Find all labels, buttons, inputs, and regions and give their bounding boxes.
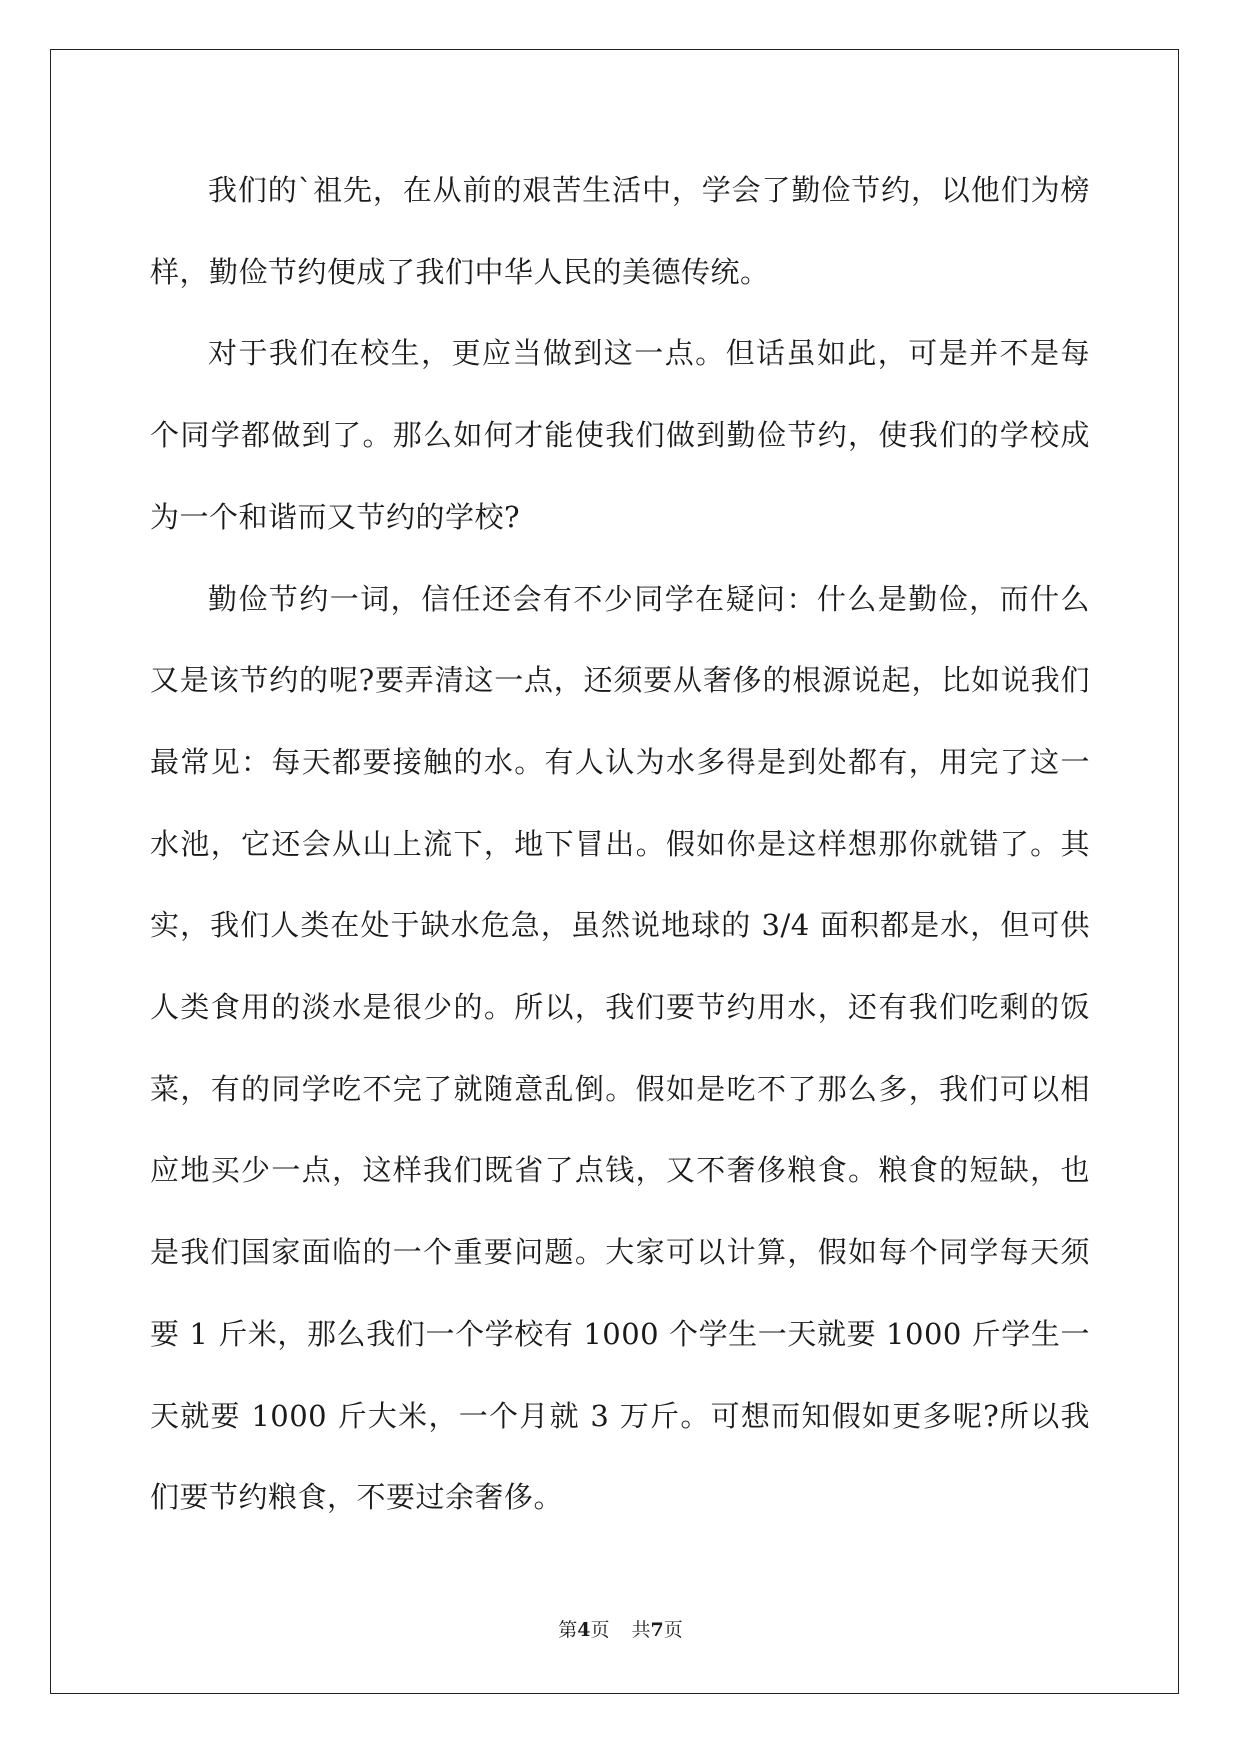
paragraph-1: 我们的`祖先，在从前的艰苦生活中，学会了勤俭节约，以他们为榜样，勤俭节约便成了我们中华人民的美德传统。 [150, 173, 1090, 289]
footer-current-page: 4 [577, 1619, 591, 1641]
footer-total-prefix: 共 [631, 1619, 651, 1641]
paragraph-3: 勤俭节约一词，信任还会有不少同学在疑问：什么是勤俭，而什么又是该节约的呢?要弄清这一点，还须要从奢侈的根源说起，比如说我们最常见：每天都要接触的水。有人认为水多得是到处都有，用完了这一水池，它还会从山上流下，地下冒出。假如你是这样想那你就错了。其实，我们人类在处于缺水危急，虽然说地球的 3/4 面积都是水，但可供人类食用的淡水是很少的。所以，我们要节约用水，还有我们吃剩的饭菜，有的同学吃不完了就随意乱倒。假如是吃不了那么多，我们可以相应地买少一点，这样我们既省了点钱，又不奢侈粮食。粮食的短缺，也是我们国家面临的一个重要问题。大家可以计算，假如每个同学每天须要 1 斤米，那么我们一个学校有 1000 个学生一天就要 1000 斤学生一天就要 1000 斤大米，一个月就 3 万斤。可想而知假如更多呢?所以我们要节约粮食，不要过余奢侈。 [150, 581, 1090, 1515]
document-body [150, 150, 1090, 1539]
footer-page-prefix: 第 [558, 1619, 578, 1641]
footer-total-suffix: 页 [663, 1619, 683, 1641]
footer-total-pages: 7 [650, 1619, 664, 1641]
paragraph-2: 对于我们在校生，更应当做到这一点。但话虽如此，可是并不是每个同学都做到了。那么如何才能使我们做到勤俭节约，使我们的学校成为一个和谐而又节约的学校? [150, 336, 1090, 534]
footer-page-suffix: 页 [590, 1619, 610, 1641]
page-footer [0, 1615, 1241, 1642]
